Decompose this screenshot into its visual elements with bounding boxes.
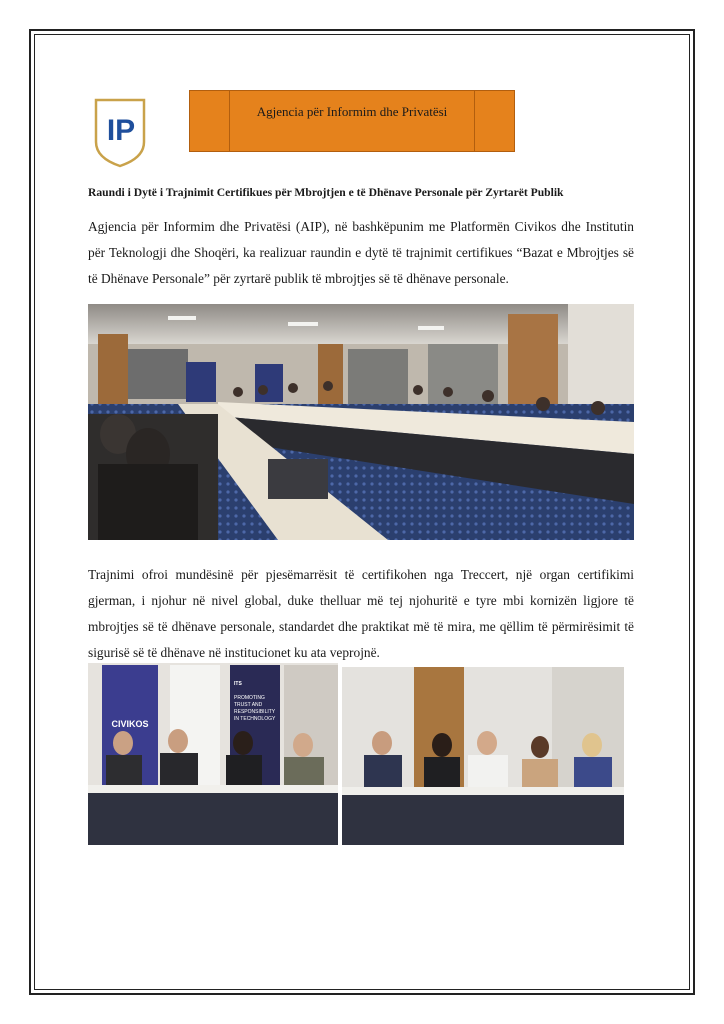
agency-banner: [189, 90, 515, 152]
panel-participants-photo: [342, 667, 624, 845]
article-paragraph-1: Agjencia për Informim dhe Privatësi (AIP), në bashkëpunim me Platformën Civikos dhe Institutin për Teknologji dhe Shoqëri, ka realizuar raundin e dytë të trajnimit certifikues “Bazat e Mbrojtjes së të Dhënave Personale” për zyrtarë publik të mbrojtjes së të dhënave personale.: [88, 219, 634, 286]
its-line-2: TRUST AND: [234, 702, 263, 708]
banner-title: Agjencia për Informim dhe Privatësi: [256, 104, 448, 119]
article-paragraph-2: Trajnimi ofroi mundësinë për pjesëmarrësit të certifikohen nga Treccert, një organ certifikimi gjerman, i njohur në nivel global, duke thelluar më tej njohuritë e tyre mbi kornizën ligjore të mbrojtjes së të dhënave personale, standardet dhe praktikat më të mira, me qëllim të përmirësimit të sigurisë së të dhënave në institucionet ku ata veprojnë.: [88, 567, 634, 660]
its-line-3: RESPONSIBILITY: [234, 709, 276, 715]
aip-logo-icon: [92, 96, 148, 168]
its-line-1: PROMOTING: [234, 695, 265, 701]
article-heading: Raundi i Dytë i Trajnimit Certifikues për Mbrojtjen e të Dhënave Personale për Zyrtarët Publik: [88, 186, 564, 199]
banner-left-cell: [190, 91, 230, 151]
its-line-4: IN TECHNOLOGY: [234, 716, 276, 722]
logo-text: IP: [106, 114, 136, 147]
its-brand: ITS: [234, 681, 242, 687]
training-room-photo: [88, 304, 634, 540]
panel-speakers-photo: [88, 663, 338, 845]
civikos-label-1: CIVIKOS: [111, 719, 149, 729]
banner-right-cell: [474, 91, 514, 151]
